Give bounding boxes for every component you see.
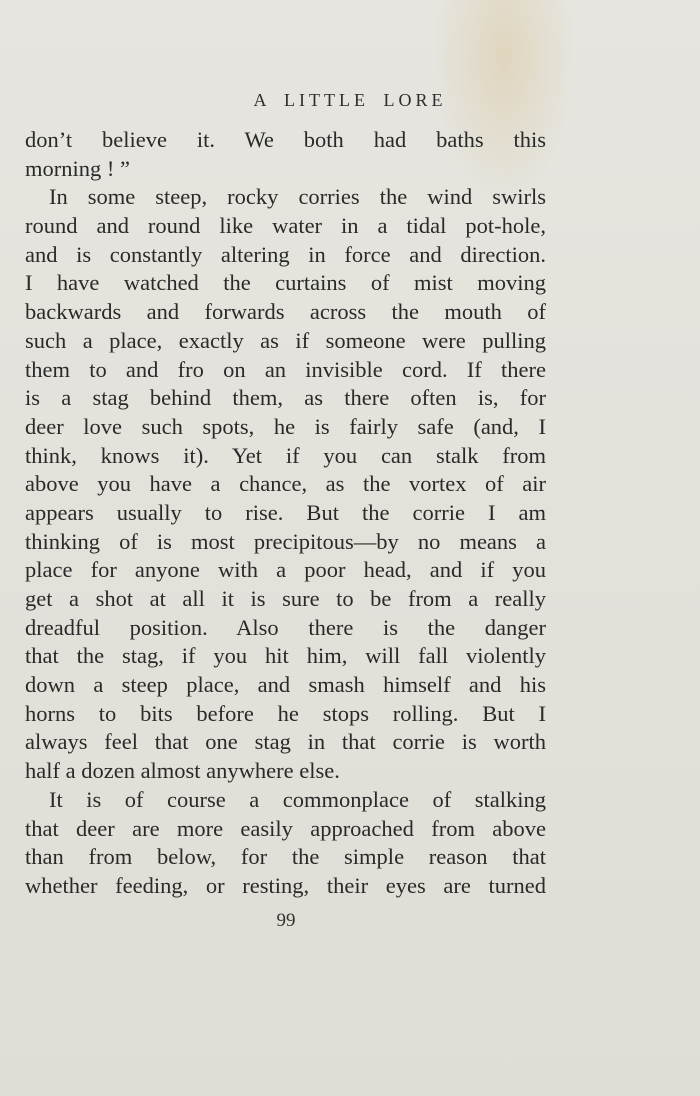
text-line: round and round like water in a tidal pot-hole,	[25, 213, 546, 239]
text-line: is a stag behind them, as there often is, for	[25, 385, 546, 411]
running-head: A LITTLE LORE	[253, 90, 447, 110]
text-line: appears usually to rise. But the corrie I am	[25, 499, 546, 525]
text-line: place for anyone with a poor head, and if you	[25, 557, 546, 583]
text-line: It is of course a commonplace of stalking	[49, 786, 546, 812]
text-line: than from below, for the simple reason that	[25, 844, 546, 870]
text-line: and is constantly altering in force and direction.	[25, 241, 546, 267]
text-line: I have watched the curtains of mist moving	[25, 270, 546, 296]
text-line: morning ! ”	[25, 155, 130, 181]
text-line: down a steep place, and smash himself and his	[25, 672, 546, 698]
text-line: get a shot at all it is sure to be from a really	[25, 586, 546, 611]
body-text	[25, 126, 546, 901]
text-line: above you have a chance, as the vortex of air	[25, 471, 546, 497]
text-line: half a dozen almost anywhere else.	[25, 758, 340, 784]
text-line: horns to bits before he stops rolling. But I	[25, 700, 546, 726]
page-number: 99	[276, 910, 296, 931]
text-line: backwards and forwards across the mouth of	[25, 299, 546, 325]
text-line: whether feeding, or resting, their eyes are turned	[25, 872, 546, 898]
text-line: them to and fro on an invisible cord. If there	[25, 356, 546, 382]
text-line: such a place, exactly as if someone were pulling	[25, 327, 546, 353]
text-line: deer love such spots, he is fairly safe (and, I	[25, 413, 546, 439]
text-line: that deer are more easily approached from above	[25, 815, 546, 841]
text-line: dreadful position. Also there is the danger	[25, 614, 546, 640]
text-line: always feel that one stag in that corrie is worth	[25, 729, 546, 755]
text-line: think, knows it). Yet if you can stalk from	[25, 442, 546, 468]
text-line: that the stag, if you hit him, will fall violently	[25, 643, 546, 669]
text-line: thinking of is most precipitous—by no means a	[25, 528, 546, 554]
text-line: don’t believe it. We both had baths this	[25, 127, 546, 152]
text-line: In some steep, rocky corries the wind swirls	[49, 184, 546, 210]
